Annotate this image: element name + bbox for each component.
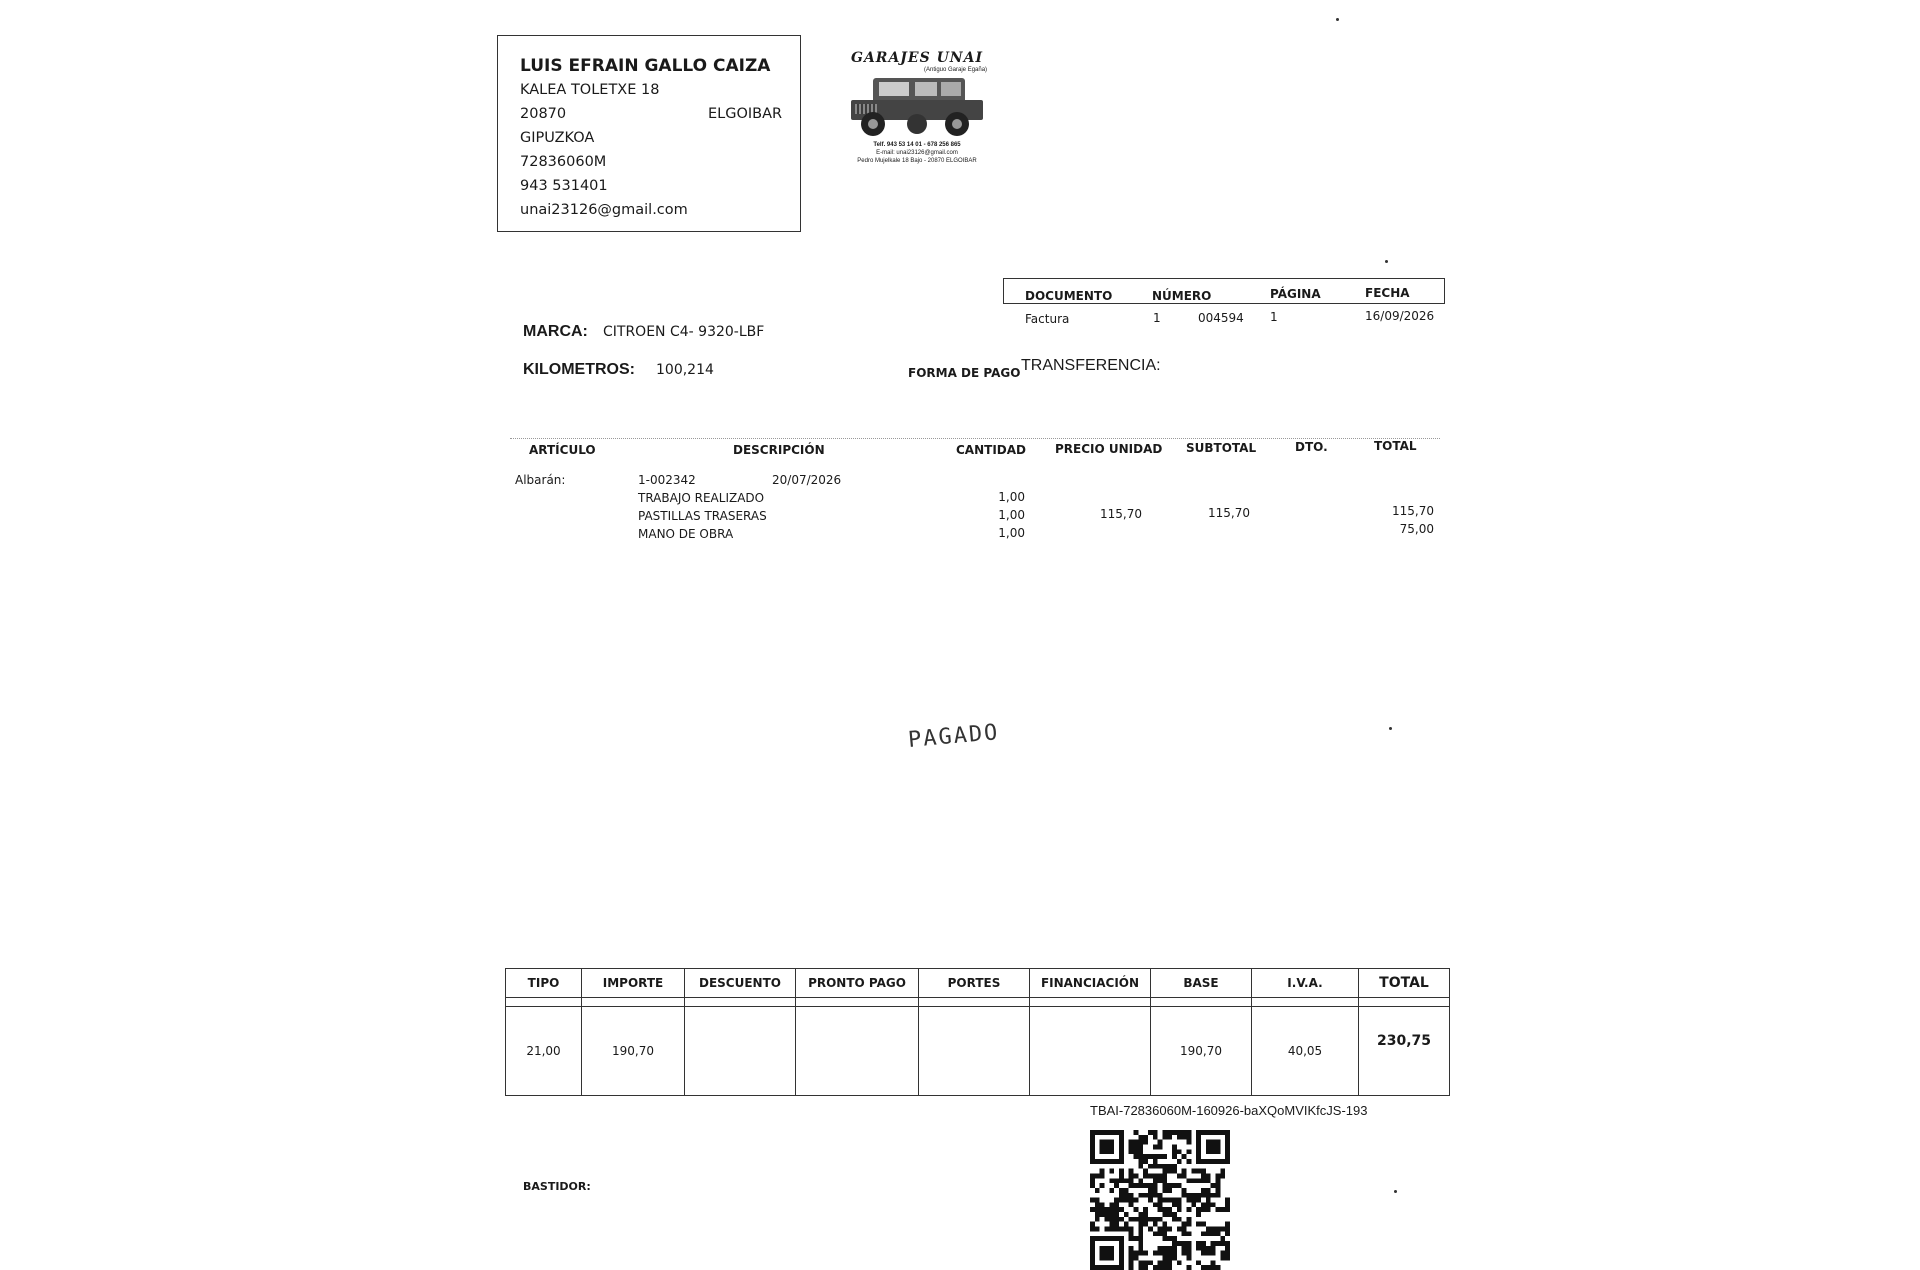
payment-method: TRANSFERENCIA: <box>1021 357 1161 374</box>
qr-code-icon <box>1090 1130 1230 1270</box>
scan-speck <box>1385 260 1388 263</box>
scan-speck <box>1389 727 1392 730</box>
tbai-code: TBAI-72836060M-160926-baXQoMVIKfcJS-193 <box>1090 1103 1368 1118</box>
item-3-total: 75,00 <box>1399 522 1434 536</box>
doc-number: 004594 <box>1198 311 1244 325</box>
payment-label: FORMA DE PAGO <box>908 366 1021 380</box>
item-1-quantity: 1,00 <box>998 490 1025 504</box>
header-divider <box>510 438 1440 439</box>
sender-street: KALEA TOLETXE 18 <box>520 82 660 98</box>
doc-header-numero: NÚMERO <box>1152 289 1212 303</box>
item-1-description: TRABAJO REALIZADO <box>638 491 765 505</box>
doc-series: 1 <box>1153 311 1161 325</box>
tot-tipo: 21,00 <box>506 1007 582 1096</box>
albaran-number: 1-002342 <box>638 473 696 487</box>
tot-header-importe: IMPORTE <box>582 969 685 998</box>
doc-date: 16/09/2026 <box>1365 309 1435 323</box>
tot-header-portes: PORTES <box>919 969 1030 998</box>
albaran-date: 20/07/2026 <box>772 473 842 487</box>
tot-iva: 40,05 <box>1252 1007 1359 1096</box>
item-2-subtotal: 115,70 <box>1208 506 1250 520</box>
sender-phone: 943 531401 <box>520 178 608 194</box>
sender-province: GIPUZKOA <box>520 130 595 146</box>
albaran-label: Albarán: <box>515 473 566 487</box>
tot-header-financiacion: FINANCIACIÓN <box>1030 969 1151 998</box>
tot-financiacion <box>1030 1007 1151 1096</box>
km-value: 100,214 <box>656 362 714 378</box>
sender-nif: 72836060M <box>520 154 607 170</box>
tot-portes <box>919 1007 1030 1096</box>
scan-speck <box>1394 1190 1397 1193</box>
col-dto: DTO. <box>1295 440 1328 454</box>
tot-descuento <box>685 1007 796 1096</box>
logo-phones: Telf. 943 53 14 01 - 678 256 865 <box>873 142 961 148</box>
col-total: TOTAL <box>1374 439 1417 453</box>
logo-brand: GARAJES UNAI <box>850 50 983 66</box>
brand-label: MARCA: <box>523 323 588 340</box>
tot-header-descuento: DESCUENTO <box>685 969 796 998</box>
doc-header-documento: DOCUMENTO <box>1025 289 1113 303</box>
col-cantidad: CANTIDAD <box>956 443 1026 457</box>
bastidor-label: BASTIDOR: <box>523 1180 591 1193</box>
logo-address: Pedro Mujelkale 18 Bajo - 20870 ELGOIBAR <box>857 158 977 164</box>
sender-postal-code: 20870 <box>520 106 567 122</box>
tot-header-total: TOTAL <box>1359 969 1450 998</box>
item-2-total: 115,70 <box>1392 504 1434 518</box>
col-precio: PRECIO UNIDAD <box>1055 442 1163 456</box>
jeep-icon <box>847 74 987 138</box>
doc-header-fecha: FECHA <box>1365 286 1410 300</box>
item-2-description: PASTILLAS TRASERAS <box>638 509 767 523</box>
item-2-quantity: 1,00 <box>998 508 1025 522</box>
tot-header-tipo: TIPO <box>506 969 582 998</box>
sender-email: unai23126@gmail.com <box>520 202 688 218</box>
tot-pronto-pago <box>796 1007 919 1096</box>
doc-type: Factura <box>1025 312 1070 326</box>
tot-total: 230,75 <box>1359 1007 1450 1096</box>
doc-header-pagina: PÁGINA <box>1270 287 1321 301</box>
sender-city: ELGOIBAR <box>708 106 783 122</box>
tot-base: 190,70 <box>1151 1007 1252 1096</box>
tot-header-iva: I.V.A. <box>1252 969 1359 998</box>
tot-header-base: BASE <box>1151 969 1252 998</box>
item-3-quantity: 1,00 <box>998 526 1025 540</box>
item-2-price: 115,70 <box>1100 507 1142 521</box>
logo-email: E-mail: unai23126@gmail.com <box>876 150 958 156</box>
tot-header-pronto-pago: PRONTO PAGO <box>796 969 919 998</box>
col-descripcion: DESCRIPCIÓN <box>733 443 825 457</box>
sender-name: LUIS EFRAIN GALLO CAIZA <box>520 56 771 76</box>
km-label: KILOMETROS: <box>523 361 635 378</box>
totals-table <box>505 968 1450 1096</box>
col-subtotal: SUBTOTAL <box>1186 441 1257 455</box>
paid-stamp: PAGADO <box>907 720 1001 753</box>
sender-box <box>497 35 801 232</box>
tot-importe: 190,70 <box>582 1007 685 1096</box>
doc-page: 1 <box>1270 310 1278 324</box>
col-articulo: ARTÍCULO <box>529 443 596 457</box>
item-3-description: MANO DE OBRA <box>638 527 734 541</box>
brand-value: CITROEN C4- 9320-LBF <box>603 324 765 340</box>
scan-speck <box>1336 18 1339 21</box>
logo-subtitle: (Antiguo Garaje Egaña) <box>924 67 988 73</box>
garage-logo <box>842 50 992 168</box>
